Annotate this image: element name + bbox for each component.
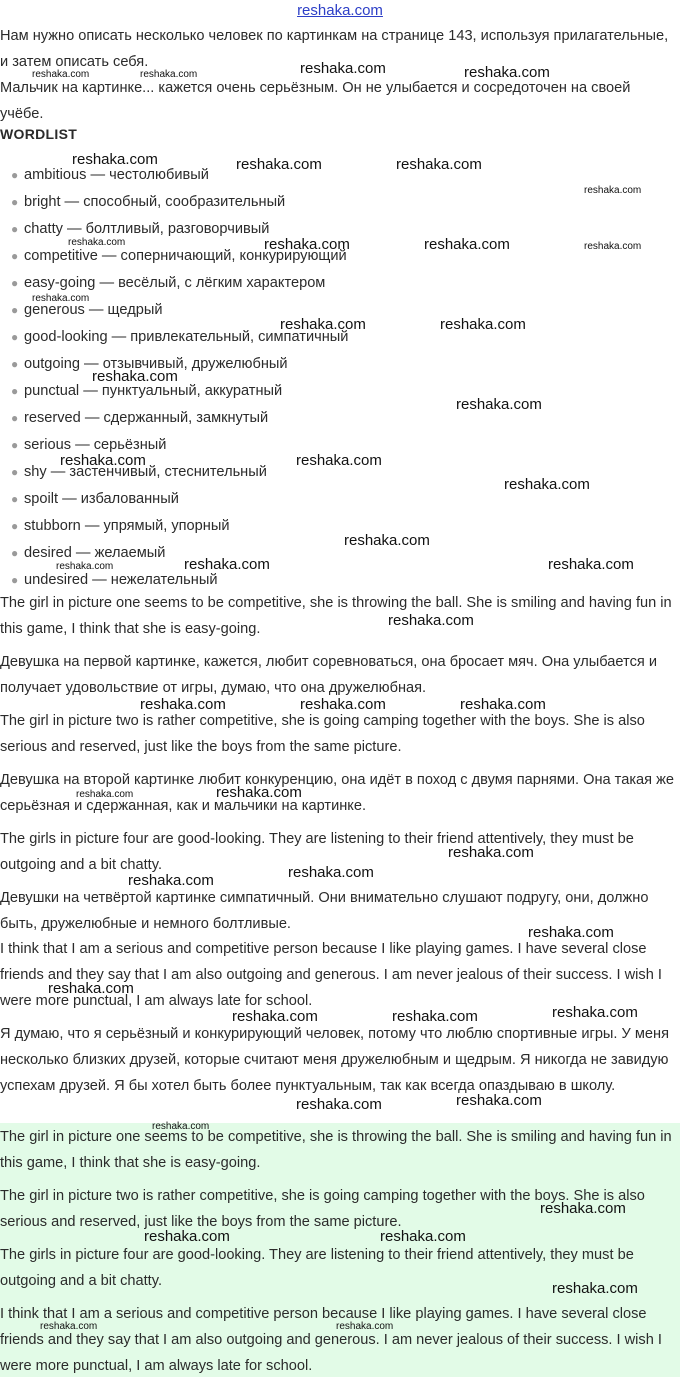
watermark: reshaka.com (424, 236, 510, 253)
watermark: reshaka.com (392, 1008, 478, 1025)
watermark: reshaka.com (388, 612, 474, 629)
watermark: reshaka.com (584, 185, 642, 196)
watermark: reshaka.com (236, 156, 322, 173)
bullet-icon: ● (11, 519, 19, 533)
bullet-icon: ● (11, 411, 19, 425)
answer-ru-picture-two: Девушка на второй картинке любит конкуренцию, она идёт в поход с двумя парнями. Она такая же серьёзная и сдержанная, как и мальчики на картинке. (0, 772, 674, 814)
answer-en-picture-four: The girls in picture four are good-looking. They are listening to their friend attentively, they must be outgoing and a bit chatty. (0, 831, 634, 873)
watermark: reshaka.com (552, 1280, 638, 1297)
intro-example: Мальчик на картинке... кажется очень серьёзным. Он не улыбается и сосредоточен на своей учёбе. (0, 80, 631, 122)
summary-picture-two: The girl in picture two is rather competitive, she is going camping together with the boys. She is also serious and reserved, just like the boys from the same picture. (0, 1188, 645, 1230)
watermark: reshaka.com (128, 872, 214, 889)
bullet-icon: ● (11, 384, 19, 398)
wordlist-item: ● ambitious — честолюбивый (0, 162, 348, 189)
bullet-icon: ● (11, 492, 19, 506)
wordlist-item: ● punctual — пунктуальный, аккуратный (0, 378, 348, 405)
bullet-icon: ● (11, 222, 19, 236)
watermark: reshaka.com (380, 1228, 466, 1245)
wordlist-item: ● desired — желаемый (0, 540, 348, 567)
bullet-icon: ● (11, 546, 19, 560)
watermark: reshaka.com (552, 1004, 638, 1021)
answer-en-self: I think that I am a serious and competitive person because I like playing games. I have several close friends and they say that I am also outgoing and generous. I am never jealous of their success. I wish I were more punctual, I am always late for school. (0, 941, 662, 1009)
watermark: reshaka.com (584, 241, 642, 252)
watermark: reshaka.com (456, 396, 542, 413)
answer-ru-picture-four: Девушки на четвёртой картинке симпатичный. Они внимательно слушают подругу, они, должно быть, дружелюбные и немного болтливые. (0, 890, 649, 932)
watermark: reshaka.com (76, 789, 134, 800)
watermark: reshaka.com (504, 476, 590, 493)
watermark: reshaka.com (296, 452, 382, 469)
wordlist-heading: WORDLIST (0, 126, 78, 142)
watermark: reshaka.com (448, 844, 534, 861)
watermark: reshaka.com (264, 236, 350, 253)
bullet-icon: ● (11, 249, 19, 263)
wordlist-item: ● competitive — соперничающий, конкурирующий (0, 243, 348, 270)
wordlist-item: ● easy-going — весёлый, с лёгким характером (0, 270, 348, 297)
watermark: reshaka.com (140, 69, 198, 80)
watermark: reshaka.com (40, 1321, 98, 1332)
watermark: reshaka.com (144, 1228, 230, 1245)
watermark: reshaka.com (460, 696, 546, 713)
intro-task: Нам нужно описать несколько человек по картинкам на странице 143, используя прилагательные, и затем описать себя. (0, 28, 669, 70)
watermark: reshaka.com (288, 864, 374, 881)
summary-picture-one: The girl in picture one seems to be competitive, she is throwing the ball. She is smiling and having fun in this game, I think that she is easy-going. (0, 1129, 672, 1171)
watermark: reshaka.com (152, 1121, 210, 1132)
watermark: reshaka.com (140, 696, 226, 713)
answer-ru-self: Я думаю, что я серьёзный и конкурирующий человек, потому что люблю спортивные игры. У меня несколько близких друзей, которые считают меня дружелюбным и щедрым. Я никогда не завидую успехам друзей. Я бы хотел быть более пунктуальным, так как всегда опаздываю в школу. (0, 1026, 669, 1094)
wordlist-item: ● shy — застенчивый, стеснительный (0, 459, 348, 486)
watermark: reshaka.com (48, 980, 134, 997)
watermark: reshaka.com (92, 368, 178, 385)
wordlist-item: ● undesired — нежелательный (0, 567, 348, 594)
watermark: reshaka.com (32, 293, 90, 304)
watermark: reshaka.com (456, 1092, 542, 1109)
wordlist-item: ● spoilt — избалованный (0, 486, 348, 513)
wordlist-item: ● good-looking — привлекательный, симпатичный (0, 324, 348, 351)
bullet-icon: ● (11, 465, 19, 479)
watermark: reshaka.com (464, 64, 550, 81)
watermark: reshaka.com (68, 237, 126, 248)
wordlist-item: ● chatty — болтливый, разговорчивый (0, 216, 348, 243)
watermark: reshaka.com (280, 316, 366, 333)
watermark: reshaka.com (528, 924, 614, 941)
watermark: reshaka.com (32, 69, 90, 80)
wordlist-item: ● stubborn — упрямый, упорный (0, 513, 348, 540)
wordlist-item: ● outgoing — отзывчивый, дружелюбный (0, 351, 348, 378)
bullet-icon: ● (11, 438, 19, 452)
watermark: reshaka.com (60, 452, 146, 469)
watermark: reshaka.com (296, 1096, 382, 1113)
summary-picture-four: The girls in picture four are good-looking. They are listening to their friend attentively, they must be outgoing and a bit chatty. (0, 1247, 634, 1289)
bullet-icon: ● (11, 168, 19, 182)
watermark: reshaka.com (216, 784, 302, 801)
bullet-icon: ● (11, 357, 19, 371)
watermark: reshaka.com (232, 1008, 318, 1025)
watermark: reshaka.com (72, 151, 158, 168)
summary-self: I think that I am a serious and competitive person because I like playing games. I have several close friends and they say that I am also outgoing and generous. I am never jealous of their success. I wish I were more punctual, I am always late for school. (0, 1306, 662, 1374)
wordlist-item: ● reserved — сдержанный, замкнутый (0, 405, 348, 432)
watermark: reshaka.com (396, 156, 482, 173)
answer-en-picture-one: The girl in picture one seems to be competitive, she is throwing the ball. She is smiling and having fun in this game, I think that she is easy-going. (0, 595, 672, 637)
wordlist-item: ● serious — серьёзный (0, 432, 348, 459)
site-logo-link[interactable]: reshaka.com (297, 2, 383, 19)
bullet-icon: ● (11, 276, 19, 290)
watermark: reshaka.com (344, 532, 430, 549)
bullet-icon: ● (11, 195, 19, 209)
watermark: reshaka.com (300, 696, 386, 713)
answer-ru-picture-one: Девушка на первой картинке, кажется, любит соревноваться, она бросает мяч. Она улыбается и получает удовольствие от игры, думаю, что она дружелюбная. (0, 654, 657, 696)
watermark: reshaka.com (184, 556, 270, 573)
watermark: reshaka.com (336, 1321, 394, 1332)
watermark: reshaka.com (300, 60, 386, 77)
watermark: reshaka.com (548, 556, 634, 573)
watermark: reshaka.com (440, 316, 526, 333)
answer-en-picture-two: The girl in picture two is rather competitive, she is going camping together with the boys. She is also serious and reserved, just like the boys from the same picture. (0, 713, 645, 755)
bullet-icon: ● (11, 573, 19, 587)
watermark: reshaka.com (56, 561, 114, 572)
wordlist-item: ● generous — щедрый (0, 297, 348, 324)
wordlist-item: ● bright — способный, сообразительный (0, 189, 348, 216)
bullet-icon: ● (11, 303, 19, 317)
watermark: reshaka.com (540, 1200, 626, 1217)
bullet-icon: ● (11, 330, 19, 344)
